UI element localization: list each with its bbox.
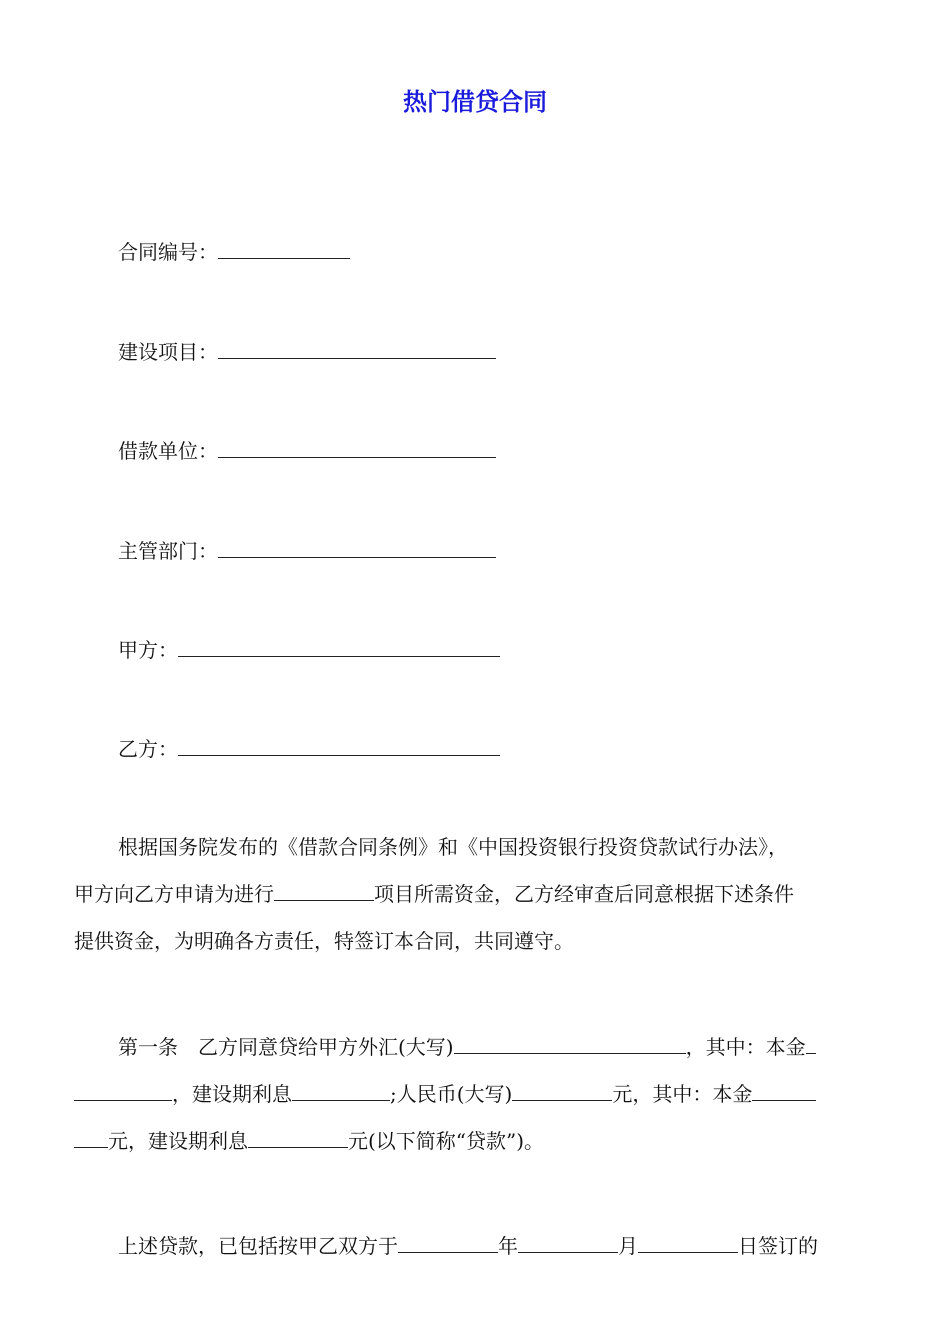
blank-line	[218, 535, 496, 558]
field-label: 乙方：	[118, 737, 178, 761]
blank-line	[178, 634, 500, 657]
field-label: 合同编号：	[118, 240, 218, 264]
blank-line	[178, 733, 500, 756]
field-borrower	[118, 435, 496, 466]
blank-line	[248, 1125, 348, 1148]
preamble-line: 提供资金，为明确各方责任，特签订本合同，共同遵守。	[74, 929, 574, 953]
field-party-a	[118, 634, 500, 665]
article-line: 元，建设期利息 元(以下简称“贷款”)。	[74, 1118, 878, 1165]
field-label: 主管部门：	[118, 539, 218, 563]
article-1-paragraph	[74, 1024, 878, 1165]
blank-line	[74, 1078, 172, 1101]
blank-line	[292, 1078, 390, 1101]
field-label: 建设项目：	[118, 340, 218, 364]
article-line: 第一条 乙方同意贷给甲方外汇(大写) ，其中：本金	[74, 1024, 878, 1071]
clause-2-paragraph	[74, 1223, 878, 1270]
blank-line	[218, 336, 496, 359]
field-party-b	[118, 733, 500, 764]
clause-line: 上述贷款，已包括按甲乙双方于 年 月 日签订的	[74, 1223, 878, 1270]
document-title: 热门借贷合同	[403, 88, 547, 116]
blank-line	[274, 878, 374, 901]
blank-line	[398, 1230, 498, 1253]
blank-line	[74, 1125, 108, 1148]
preamble-line: 根据国务院发布的《借款合同条例》和《中国投资银行投资贷款试行办法》，	[118, 835, 788, 859]
article-line: ，建设期利息 ;人民币(大写) 元，其中：本金	[74, 1071, 878, 1118]
preamble-line: 甲方向乙方申请为进行 项目所需资金，乙方经审查后同意根据下述条件	[74, 871, 878, 918]
blank-line	[218, 236, 350, 259]
field-department	[118, 535, 496, 566]
blank-line	[638, 1230, 738, 1253]
blank-line	[752, 1078, 816, 1101]
blank-line	[454, 1031, 686, 1054]
field-contract-number	[118, 236, 350, 267]
blank-line	[806, 1031, 816, 1054]
blank-line	[518, 1230, 618, 1253]
blank-line	[512, 1078, 612, 1101]
field-label: 甲方：	[118, 638, 178, 662]
preamble-paragraph	[74, 824, 878, 965]
field-label: 借款单位：	[118, 439, 218, 463]
blank-line	[218, 435, 496, 458]
field-project	[118, 336, 496, 367]
